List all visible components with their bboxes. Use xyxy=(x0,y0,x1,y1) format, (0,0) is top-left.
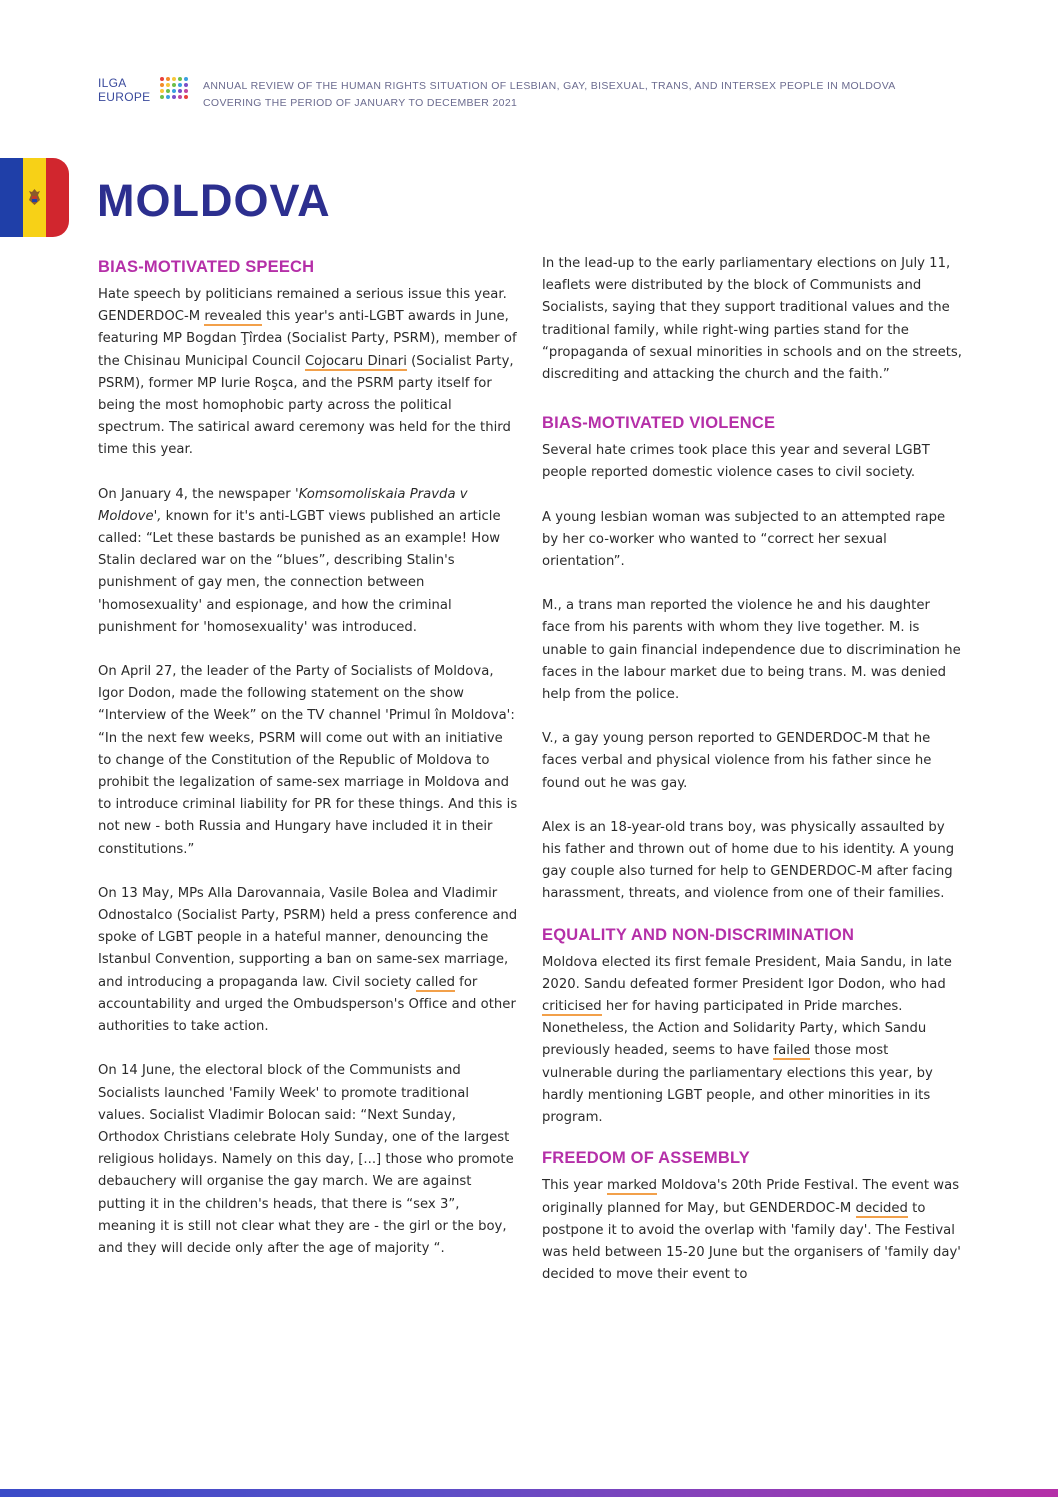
cojocaru-dinari-link[interactable]: Cojocaru Dinari xyxy=(304,353,407,369)
left-column xyxy=(98,256,518,1260)
called-link[interactable]: called xyxy=(415,974,455,990)
rainbow-dots-icon xyxy=(160,77,188,99)
logo-line2: EUROPE xyxy=(98,90,151,104)
decided-link[interactable]: decided xyxy=(855,1200,908,1216)
footer-gradient-bar xyxy=(0,1489,1058,1497)
criticised-link[interactable]: criticised xyxy=(542,999,602,1015)
report-header xyxy=(203,78,896,112)
paragraph: V., a gay young person reported to GENDERDOC-M that he faces verbal and physical violence from his father since he found out he was gay. xyxy=(542,731,932,791)
logo-line1: ILGA xyxy=(98,76,127,90)
report-period: COVERING THE PERIOD OF JANUARY TO DECEMBER 2021 xyxy=(203,97,518,109)
ilga-europe-logo xyxy=(98,76,190,116)
paragraph: Several hate crimes took place this year and several LGBT people reported domestic violence cases to civil society. xyxy=(542,443,930,481)
marked-link[interactable]: marked xyxy=(606,1178,658,1194)
section-heading-assembly: FREEDOM OF ASSEMBLY xyxy=(542,1149,750,1168)
paragraph: In the lead-up to the early parliamentary elections on July 11, leaflets were distributed by the block of Communists and Socialists, saying that they support traditional values and the traditional family, while right-wing parties stand for the “propaganda of sexual minorities in schools and on the streets, discrediting and attacking the church and the faith.” xyxy=(542,256,963,383)
paragraph: On 13 May, MPs Alla Darovannaia, Vasile Bolea and Vladimir Odnostalco (Socialist Party, PSRM) held a press conference and spoke of LGBT people in a hateful manner, denouncing the Istanbul Convention, supporting a ban on same-sex marriage, and introducing a propaganda law. Civil society called for accountability and urged the Ombudsperson's Office and other authorities to take action. xyxy=(98,885,518,1035)
section-heading-equality: EQUALITY AND NON-DISCRIMINATION xyxy=(542,925,855,944)
country-title: MOLDOVA xyxy=(97,175,331,226)
paragraph: Moldova elected its first female President, Maia Sandu, in late 2020. Sandu defeated former President Igor Dodon, who had criticised her for having participated in Pride marches. Nonetheless, the Action and Solidarity Party, which Sandu previously headed, seems to have failed those most vulnerable during the parliamentary elections this year, by hardly mentioning LGBT people, and other minorities in its program. xyxy=(542,954,952,1126)
report-title: ANNUAL REVIEW OF THE HUMAN RIGHTS SITUATION OF LESBIAN, GAY, BISEXUAL, TRANS, AND INTERSEX PEOPLE IN MOLDOVA xyxy=(203,80,896,92)
paragraph: A young lesbian woman was subjected to an attempted rape by her co-worker who wanted to “correct her sexual orientation”. xyxy=(542,509,946,570)
paragraph: M., a trans man reported the violence he and his daughter face from his parents with whom they live together. M. is unable to gain financial independence due to discrimination he faces in the labour market due to being trans. M. was denied help from the police. xyxy=(542,598,961,703)
coat-of-arms-icon xyxy=(27,188,42,206)
failed-link[interactable]: failed xyxy=(773,1043,811,1059)
right-column xyxy=(542,253,962,1286)
paragraph: This year marked Moldova's 20th Pride Festival. The event was originally planned for May, but GENDERDOC-M decided to postpone it to avoid the overlap with 'family day'. The Festival was held between 15-20 June but the organisers of 'family day' decided to move their event to xyxy=(542,1178,961,1283)
moldova-flag-icon xyxy=(0,158,69,237)
paragraph: On April 27, the leader of the Party of Socialists of Moldova, Igor Dodon, made the following statement on the show “Interview of the Week” on the TV channel 'Primul în Moldova': “In the next few weeks, PSRM will come out with an initiative to change of the Constitution of the Republic of Moldova to prohibit the legalization of same-sex marriage in Moldova and to introduce criminal liability for PR for these things. And this is not new - both Russia and Hungary have included it in their constitutions.” xyxy=(98,664,518,857)
paragraph: Hate speech by politicians remained a serious issue this year. GENDERDOC-M revealed this year's anti-LGBT awards in June, featuring MP Bogdan Ţîrdea (Socialist Party, PSRM), member of the Chisinau Municipal Council Cojocaru Dinari (Socialist Party, PSRM), former MP Iurie Roşca, and the PSRM party itself for being the most homophobic party across the political spectrum. The satirical award ceremony was held for the third time this year. xyxy=(98,287,517,458)
section-heading-bias-speech: BIAS-MOTIVATED SPEECH xyxy=(98,258,315,276)
revealed-link[interactable]: revealed xyxy=(204,309,262,325)
paragraph: On 14 June, the electoral block of the Communists and Socialists launched 'Family Week' to promote traditional values. Socialist Vladimir Bolocan said: “Next Sunday, Orthodox Christians celebrate Holy Sunday, one of the largest religious holidays. Namely on this day, [...] those who promote debauchery will organise the gay march. We are against putting it in the children's heads, that there is “sex 3”, meaning it is still not clear what they are - the girl or the boy, and they will decide only after the age of majority “. xyxy=(98,1063,514,1256)
paragraph: Alex is an 18-year-old trans boy, was physically assaulted by his father and thrown out of home due to his identity. A young gay couple also turned for help to GENDERDOC-M after facing harassment, threats, and violence from one of their families. xyxy=(542,819,955,902)
paragraph: On January 4, the newspaper 'Komsomoliskaia Pravda v Moldove', known for it's anti-LGBT views published an article called: “Let these bastards be punished as an example! How Stalin declared war on the “blues”, describing Stalin's punishment of gay men, the connection between 'homosexuality' and espionage, and how the criminal punishment for 'homosexuality' was introduced. xyxy=(98,486,501,635)
section-heading-bias-violence: BIAS-MOTIVATED VIOLENCE xyxy=(542,414,776,433)
